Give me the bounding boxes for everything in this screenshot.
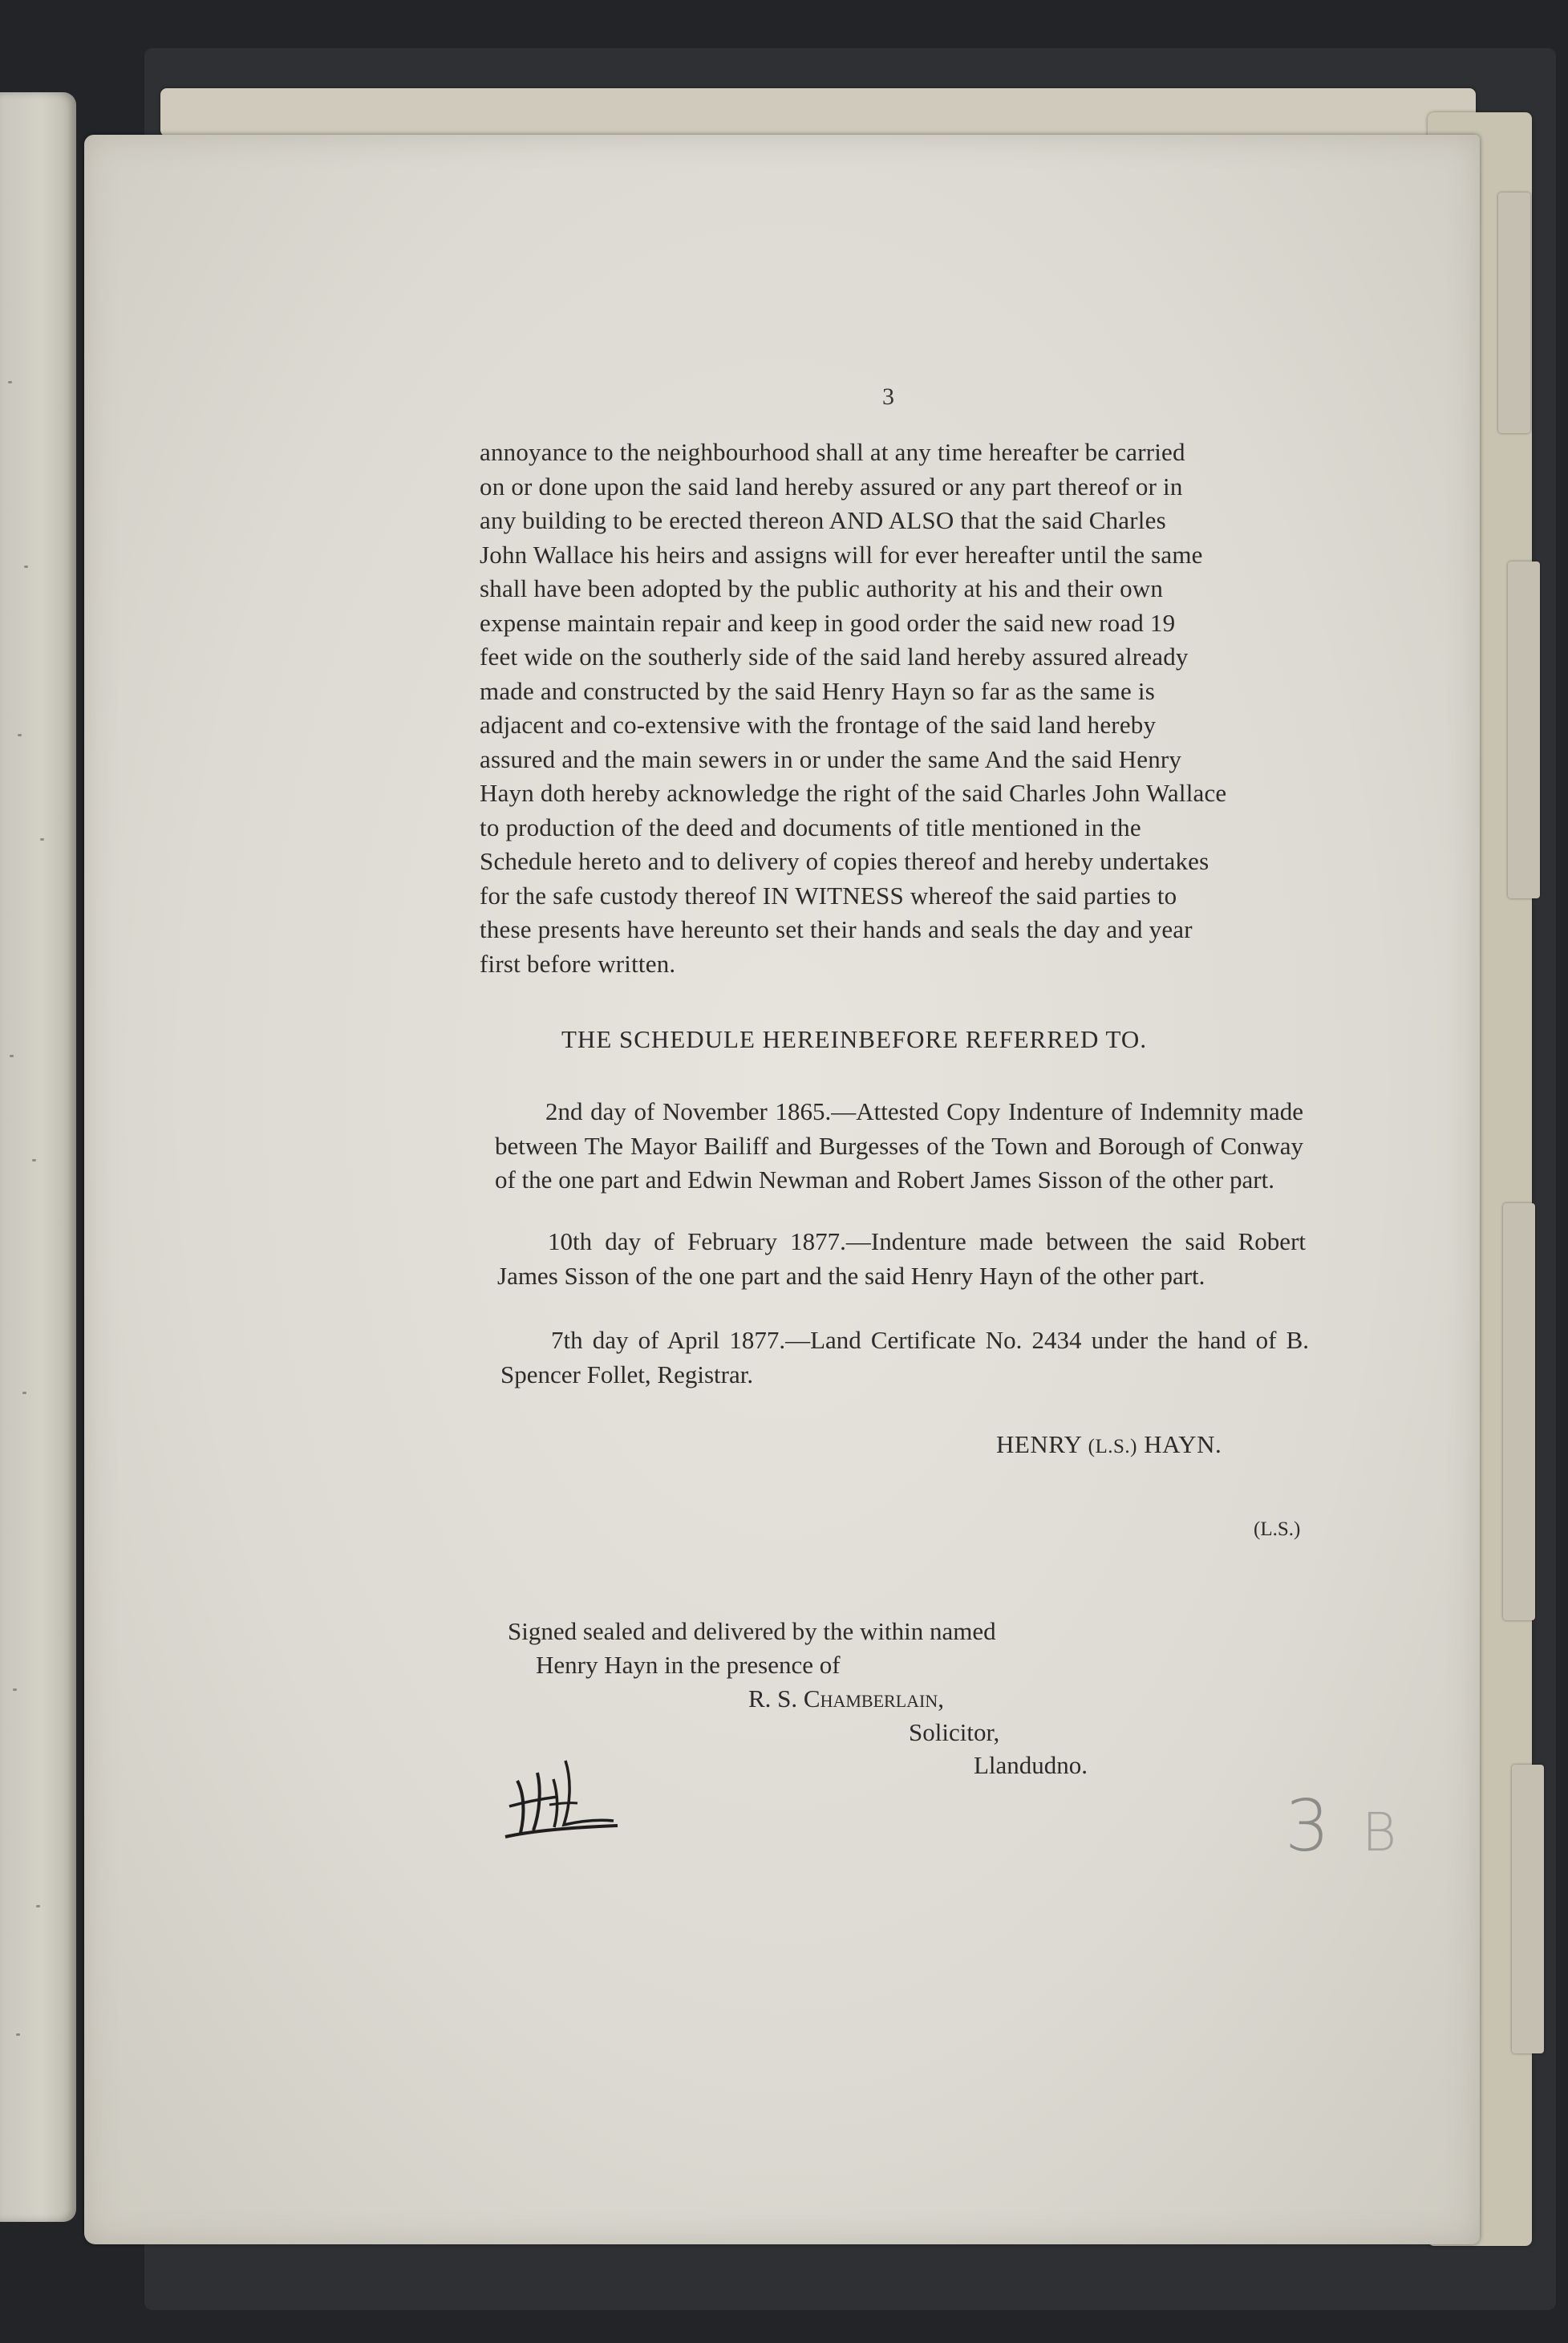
body-line: for the safe custody thereof IN WITNESS whereof the said parties to: [480, 881, 1177, 910]
body-line: expense maintain repair and keep in good order the said new road 19: [480, 608, 1176, 637]
schedule-item: [500, 1324, 1309, 1392]
frayed-page-edge: [1498, 193, 1530, 433]
schedule-heading: THE SCHEDULE HEREINBEFORE REFERRED TO.: [561, 1025, 1148, 1053]
attestation-line: Signed sealed and delivered by the within named: [508, 1617, 996, 1645]
page-number: 3: [882, 383, 894, 410]
body-line: shall have been adopted by the public authority at his and their own: [480, 574, 1164, 602]
body-line: any building to be erected thereon AND ALSO that the said Charles: [480, 506, 1166, 534]
schedule-item: [495, 1095, 1303, 1198]
schedule-item-text: 7th day of April 1877.—Land Certificate No. 2434 under the hand of B. Spencer Follet, Registrar.: [500, 1326, 1309, 1388]
body-line: these presents have hereunto set their hands and seals the day and year: [480, 915, 1193, 943]
schedule-item: [497, 1225, 1306, 1293]
pencil-reference-number: 3: [1285, 1785, 1330, 1867]
pencil-reference: [1285, 1785, 1396, 1867]
handwritten-initials: [501, 1757, 622, 1849]
attestation-line: Henry Hayn in the presence of: [536, 1651, 841, 1679]
body-line: assured and the main sewers in or under the same And the said Henry: [480, 744, 1182, 773]
frayed-page-edge: [1503, 1203, 1535, 1620]
signatory-first-name: HENRY: [996, 1430, 1082, 1458]
facing-page-edge: [0, 92, 76, 2222]
body-paragraph: [480, 436, 1296, 981]
pencil-reference-letter: B: [1362, 1802, 1397, 1863]
body-line: annoyance to the neighbourhood shall at any time hereafter be carried: [480, 438, 1185, 466]
seal-mark: (L.S.): [1088, 1436, 1137, 1457]
body-line: adjacent and co-extensive with the frontage of the said land hereby: [480, 711, 1157, 739]
body-line: Hayn doth hereby acknowledge the right of the said Charles John Wallace: [480, 779, 1227, 807]
body-line: John Wallace his heirs and assigns will for ever hereafter until the same: [480, 540, 1203, 569]
body-line: Schedule hereto and to delivery of copies thereof and hereby undertakes: [480, 847, 1209, 875]
frayed-page-edge: [1508, 561, 1540, 898]
body-line: first before written.: [480, 949, 676, 978]
schedule-item-text: 10th day of February 1877.—Indenture made between the said Robert James Sisson of the one part and the said Henry Hayn of the other part.: [497, 1227, 1306, 1290]
witness-name: R. S. Chamberlain,: [748, 1684, 945, 1713]
body-line: on or done upon the said land hereby assured or any part thereof or in: [480, 472, 1183, 501]
witness-title: Solicitor,: [909, 1718, 1000, 1746]
signature-flourish-icon: [501, 1757, 622, 1845]
witness-place: Llandudno.: [974, 1751, 1088, 1779]
frayed-page-edge: [1512, 1765, 1544, 2053]
second-seal-mark: (L.S.): [1254, 1518, 1301, 1540]
schedule-item-text: 2nd day of November 1865.—Attested Copy Indenture of Indemnity made between The Mayor Bailiff and Burgesses of the Town and Borough of Conway of the one part and Edwin Newman and Robert James Sisson of the other part.: [495, 1097, 1303, 1194]
body-line: feet wide on the southerly side of the said land hereby assured already: [480, 643, 1189, 671]
underlying-page-edge: [160, 88, 1476, 136]
signatory-name: [996, 1430, 1222, 1459]
body-line: to production of the deed and documents of title mentioned in the: [480, 813, 1141, 841]
body-line: made and constructed by the said Henry Hayn so far as the same is: [480, 676, 1155, 705]
signatory-last-name: HAYN.: [1144, 1430, 1222, 1458]
